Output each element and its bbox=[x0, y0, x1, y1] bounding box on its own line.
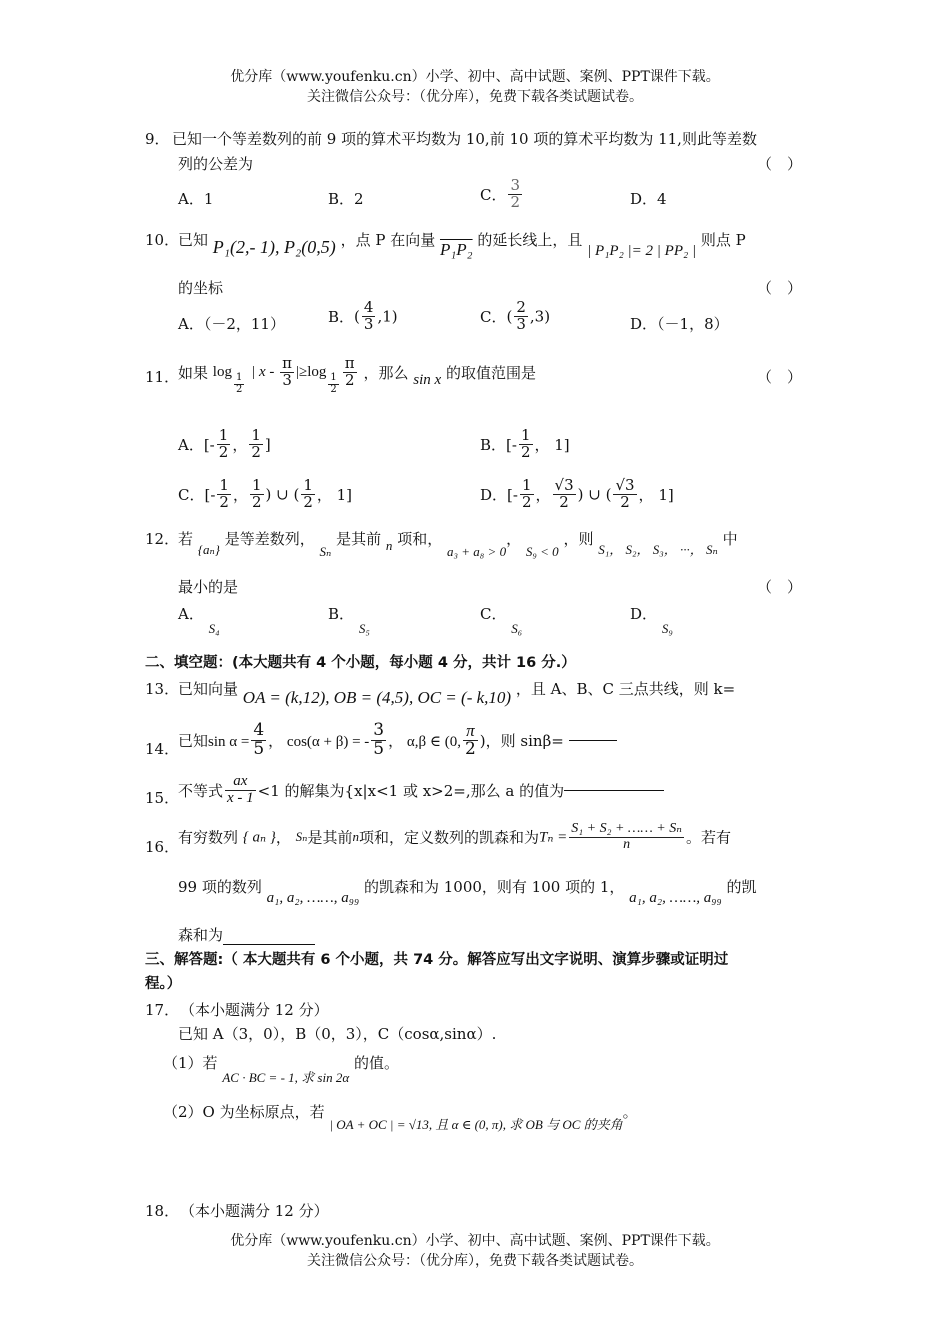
question-11-number: 11． bbox=[145, 368, 180, 386]
option-d: D．4 bbox=[630, 190, 667, 208]
answer-paren: （ ） bbox=[757, 368, 803, 386]
section-3-title-2: 程。） bbox=[145, 976, 182, 992]
question-14-number: 14． bbox=[145, 740, 180, 758]
question-13-text: 已知向量 OA = (k,12), OB = (4,5), OC = (- k,10) ，且 A、B、C 三点共线，则 k= bbox=[178, 680, 736, 707]
footer-line-2: 关注微信公众号：（优分库），免费下载各类试题试卷。 bbox=[307, 1253, 643, 1269]
question-10-number: 10． bbox=[145, 231, 180, 249]
option-c: C．[- $\frac{1}{2}$ ， $\frac{1}{2}$ ) ∪ ( $\frac{1}{2}$ ， 1] bbox=[178, 476, 353, 511]
question-16-text-3: 森和为 bbox=[178, 924, 315, 945]
question-18-number: 18． bbox=[145, 1202, 180, 1220]
option-a: A．1 bbox=[178, 190, 214, 208]
question-17-title: （本小题满分 12 分） bbox=[180, 1001, 329, 1019]
answer-paren: （ ） bbox=[757, 578, 803, 596]
option-b: B． S₅ bbox=[328, 605, 370, 636]
header-line-1: 优分库（www.youfenku.cn）小学、初中、高中试题、案例、PPT课件下载。 bbox=[230, 69, 720, 85]
option-d: D． S₉ bbox=[630, 605, 673, 636]
question-16-text-2: 99 项的数列 a₁, a₂, ……, a₉₉ 的凯森和为 1000，则有 100 项的 1， a₁, a₂, ……, a₉₉ 的凯 bbox=[178, 878, 757, 906]
question-16-text: 有穷数列 { aₙ }， Sₙ是其前n项和，定义数列的凯森和为Tₙ = $\frac{\text{S₁ + S₂ + …… + Sₙ}}{n}$ 。若有 bbox=[178, 821, 731, 852]
question-15-text: 不等式 $\frac{ax}{x - 1}$ <1 的解集为{x|x<1 或 x>2=,那么 a 的值为 bbox=[178, 774, 664, 807]
question-18-title: （本小题满分 12 分） bbox=[180, 1202, 329, 1220]
question-9-text-2: 列的公差为 bbox=[178, 155, 254, 173]
question-17-number: 17． bbox=[145, 1001, 180, 1019]
question-9-text: 已知一个等差数列的前 9 项的算术平均数为 10,前 10 项的算术平均数为 11,则此等差数 bbox=[172, 130, 757, 148]
option-d: D．[- $\frac{1}{2}$ ， $\frac{√3}{2}$ ) ∪ ( $\frac{√3}{2}$ ， 1] bbox=[480, 476, 674, 511]
option-b: B．2 bbox=[328, 190, 364, 208]
question-11-text: 如果 log $\frac{1}{2}$ | x - $\frac{\pi}{3}$ |≥log $\frac{1}{2}$ $\frac{\pi}{2}$ ，那么 sin x 的取值范围是 bbox=[178, 354, 536, 395]
question-10-text: 已知 P₁(2,- 1), P₂(0,5) ，点 P 在向量 P₁P₂ 的延长线上，且 | P₁P₂ |= 2 | PP₂ | 则点 P bbox=[178, 231, 746, 259]
section-2-title: 二、填空题：(本大题共有 4 个小题，每小题 4 分，共计 16 分.） bbox=[145, 655, 576, 671]
question-15-number: 15． bbox=[145, 789, 180, 807]
question-12-number: 12． bbox=[145, 530, 180, 548]
option-c: C． $\frac{3}{2}$ bbox=[480, 176, 521, 211]
option-a: A．（－2，11） bbox=[178, 315, 285, 333]
option-c: C．( $\frac{2}{3}$ ,3) bbox=[480, 298, 551, 333]
question-14-text: 已知sin α = $\frac{4}{5}$ ， cos(α + β) = - $\frac{3}{5}$ ， α,β ∈ (0, $\frac{\pi}{2}$ )，则 sinβ= bbox=[178, 722, 617, 759]
answer-paren: （ ） bbox=[757, 155, 803, 173]
footer-line-1: 优分库（www.youfenku.cn）小学、初中、高中试题、案例、PPT课件下载。 bbox=[230, 1233, 720, 1249]
option-a: A． S₄ bbox=[178, 605, 220, 636]
option-b: B．[- $\frac{1}{2}$ ， 1] bbox=[480, 426, 570, 461]
question-16-number: 16． bbox=[145, 838, 180, 856]
header-line-2: 关注微信公众号：（优分库），免费下载各类试题试卷。 bbox=[307, 89, 643, 105]
option-c: C． S₆ bbox=[480, 605, 523, 636]
answer-paren: （ ） bbox=[757, 279, 803, 297]
section-3-title: 三、解答题:（ 本大题共有 6 个小题，共 74 分。解答应写出文字说明、演算步骤或证明过 bbox=[145, 952, 729, 968]
option-d: D．（－1，8） bbox=[630, 315, 729, 333]
question-17-part-1: （1）若 AC · BC = - 1, 求 sin 2α 的值。 bbox=[163, 1054, 399, 1085]
question-13-number: 13． bbox=[145, 680, 180, 698]
option-a: A．[- $\frac{1}{2}$ ， $\frac{1}{2}$ ] bbox=[178, 426, 271, 461]
question-10-text-2: 的坐标 bbox=[178, 279, 224, 297]
option-b: B．( $\frac{4}{3}$ ,1) bbox=[328, 298, 398, 333]
question-17-part-2: （2）O 为坐标原点，若 | OA + OC | = √13, 且 α ∈ (0, π), 求 OB 与 OC 的夹角。 bbox=[163, 1103, 638, 1132]
question-9-number: 9． bbox=[145, 130, 170, 148]
question-12-text: 若 {aₙ} 是等差数列， Sₙ 是其前 n 项和， a₃ + a₈ > 0， S₉ < 0 ，则 S₁， S₂， S₃， ···， Sₙ 中 bbox=[178, 530, 738, 559]
question-12-text-2: 最小的是 bbox=[178, 578, 239, 596]
question-17-given: 已知 A（3，0），B（0，3），C（cosα,sinα）. bbox=[178, 1025, 497, 1043]
